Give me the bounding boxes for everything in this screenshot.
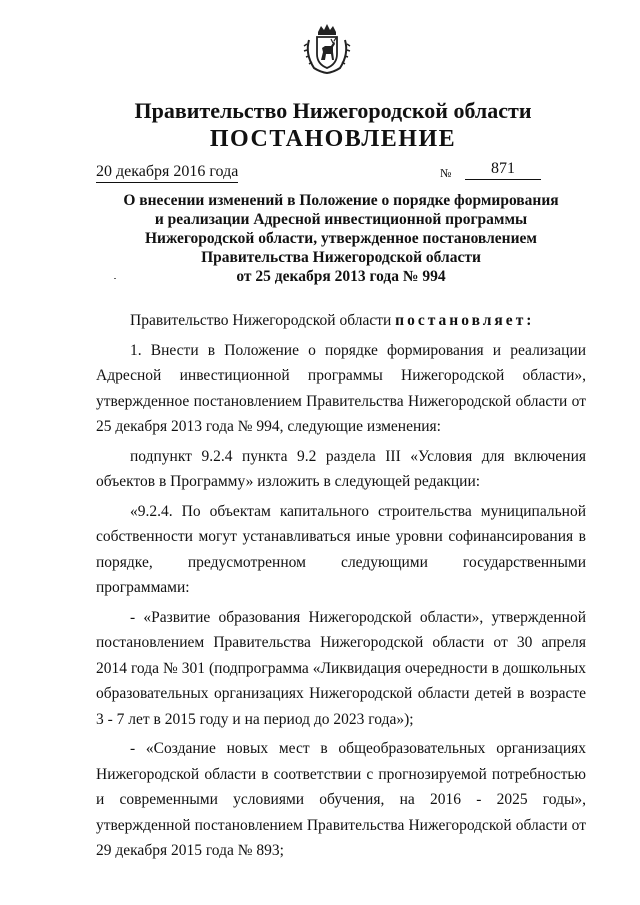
- document-body: [96, 308, 586, 868]
- scan-mark: [114, 278, 116, 279]
- number-label: №: [440, 166, 452, 180]
- preamble-emphasis: постановляет:: [395, 312, 535, 329]
- document-type: ПОСТАНОВЛЕНИЕ: [209, 126, 457, 152]
- subject-line: от 25 декабря 2013 года № 994: [236, 268, 446, 285]
- document-date: 20 декабря 2016 года: [96, 163, 238, 183]
- document-number: 871: [465, 160, 541, 180]
- preamble-text: Правительство Нижегородской области: [130, 312, 396, 329]
- body-paragraph: - «Создание новых мест в общеобразовательных организациях Нижегородской области в соответствии с прогнозируемой потребностью и современными условиями обучения, на 2016 - 2025 годы», утвержденной постановлением Правительства Нижегородской области от 29 декабря 2015 года № 893;: [96, 740, 586, 859]
- subject-line: Нижегородской области, утвержденное постановлением: [145, 230, 537, 247]
- document-subject: [96, 191, 586, 286]
- preamble-paragraph: [96, 308, 586, 334]
- body-paragraph: - «Развитие образования Нижегородской области», утвержденной постановлением Правительства Нижегородской области от 30 апреля 2014 года № 301 (подпрограмма «Ликвидация очередности в дошкольных образовательных организациях Нижегородской области детей в возрасте 3 - 7 лет в 2015 году и на период до 2023 года»);: [96, 608, 586, 728]
- coat-of-arms-icon: [300, 22, 354, 76]
- body-paragraph: подпункт 9.2.4 пункта 9.2 раздела III «Условия для включения объектов в Программу» изложить в следующей редакции:: [96, 447, 586, 490]
- subject-line: О внесении изменений в Положение о порядке формирования: [123, 192, 559, 209]
- subject-line: и реализации Адресной инвестиционной программы: [154, 211, 528, 228]
- body-paragraph: «9.2.4. По объектам капитального строительства муниципальной собственности могут устанавливаться иные уровни софинансирования в порядке, предусмотренном следующими государственными программами:: [96, 502, 586, 596]
- organization-title: Правительство Нижегородской области: [134, 98, 532, 123]
- body-paragraph: 1. Внести в Положение о порядке формирования и реализации Адресной инвестиционной программы Нижегородской области», утвержденное постановлением Правительства Нижегородской области от 25 декабря 2013 года № 994, следующие изменения:: [96, 341, 586, 435]
- subject-line: Правительства Нижегородской области: [201, 249, 481, 266]
